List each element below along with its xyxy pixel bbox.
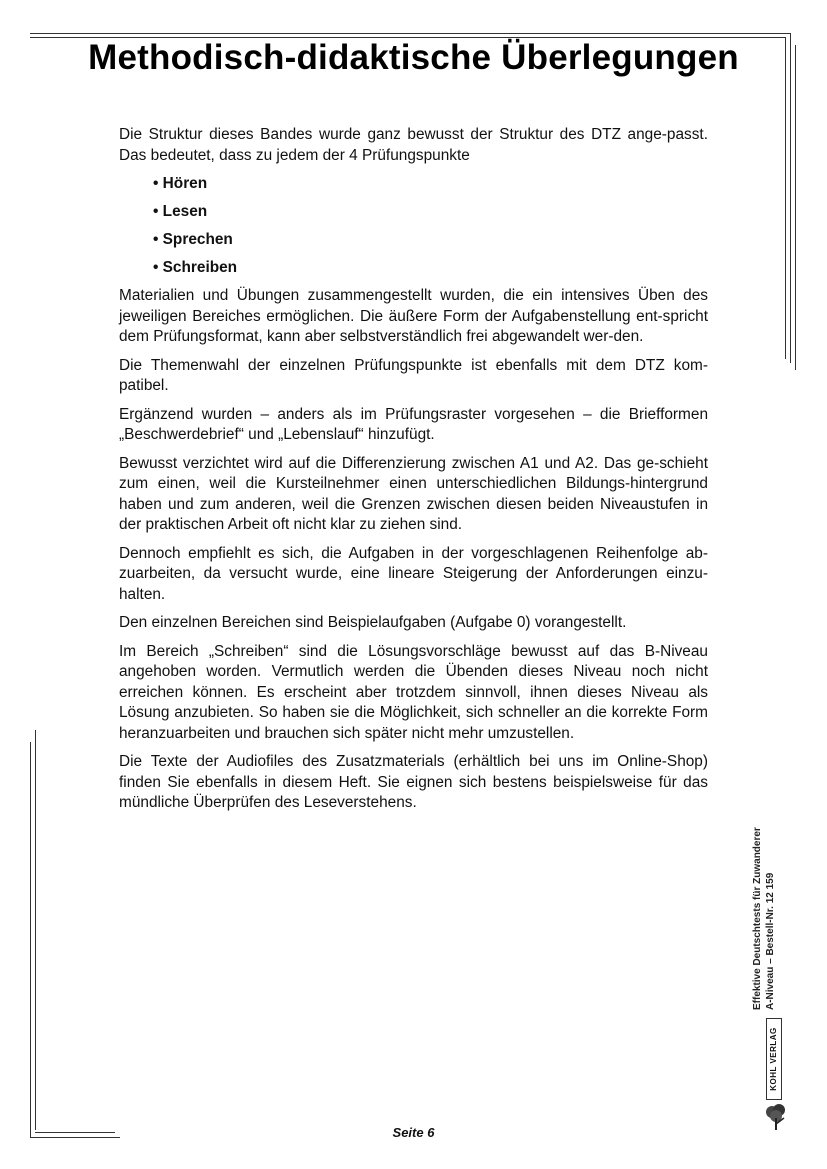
paragraph: Im Bereich „Schreiben“ sind die Lösungsvorschläge bewusst auf das B-Niveau angehoben worden. Vermutlich werden die Übenden dieses Niveau noch nicht erreichen können. Es erscheint aber trotzdem sinnvoll, ihnen dieses Niveau als Lösung anzubieten. So haben sie die Möglichkeit, sich schneller an die korrekte Form heranzuarbeiten und brauchen sich später nicht mehr umzustellen. [119,642,708,742]
publisher-label: KOHL VERLAG [766,1018,782,1100]
frame-right-line-inner [785,37,786,359]
intro-paragraph: Die Struktur dieses Bandes wurde ganz bewusst der Struktur des DTZ ange-passt. Das bedeutet, dass zu jedem der 4 Prüfungspunkte [119,126,708,164]
frame-right-line [790,33,791,363]
bullet-list [153,174,708,279]
paragraph: Die Themenwahl der einzelnen Prüfungspunkte ist ebenfalls mit dem DTZ kom-patibel. [119,356,708,394]
paragraph: Dennoch empfiehlt es sich, die Aufgaben in der vorgeschlagenen Reihenfolge ab-zuarbeiten, da versucht wurde, eine lineare Steigerung der Anforderungen einzu-halten. [119,544,708,603]
bullet-item: • Schreiben [153,258,708,279]
frame-right-line-outer [795,45,796,370]
frame-left-line [30,742,31,1137]
frame-left-line-inner [35,730,36,1130]
frame-top-line [30,33,790,34]
bullet-item: • Hören [153,174,708,195]
publisher-logo [766,1020,792,1100]
paragraph: Die Texte der Audiofiles des Zusatzmaterials (erhältlich bei uns im Online-Shop) finden Sie ebenfalls in diesem Heft. Sie eignen sich bestens beispielsweise für das mündliche Überprüfen des Leseverstehens. [119,753,708,811]
page-number: Seite 6 [392,1125,435,1140]
main-content [119,125,708,822]
bullet-item: • Lesen [153,202,708,223]
side-publication-info [751,827,791,1010]
paragraph: Materialien und Übungen zusammengestellt wurden, die ein intensives Üben des jeweiligen Bereiches ermöglichen. Die äußere Form der Aufgabenstellung ent-spricht dem Prüfungsformat, kann aber selbstverständlich frei abgewandelt wer-den. [119,287,708,345]
side-info-title: Effektive Deutschtests für Zuwanderer [752,827,763,1010]
side-info-order: A-Niveau – Bestell-Nr. 12 159 [765,872,776,1010]
paragraph: Ergänzend wurden – anders als im Prüfungsraster vorgesehen – die Briefformen „Beschwerdebrief“ und „Lebenslauf“ hinzufügt. [119,405,708,443]
paragraph: Den einzelnen Bereichen sind Beispielaufgaben (Aufgabe 0) vorangestellt. [119,614,627,631]
paragraph: Bewusst verzichtet wird auf die Differenzierung zwischen A1 und A2. Das ge-schieht zum einen, weil die Kursteilnehmer einen unterschiedlichen Bildungs-hintergrund haben und zum anderen, weil die Grenzen zwischen diesen beiden Niveaustufen in der praktischen Arbeit oft nicht klar zu ziehen sind. [119,454,708,533]
bullet-item: • Sprechen [153,230,708,251]
page-title: Methodisch-didaktische Überlegungen [88,38,739,77]
